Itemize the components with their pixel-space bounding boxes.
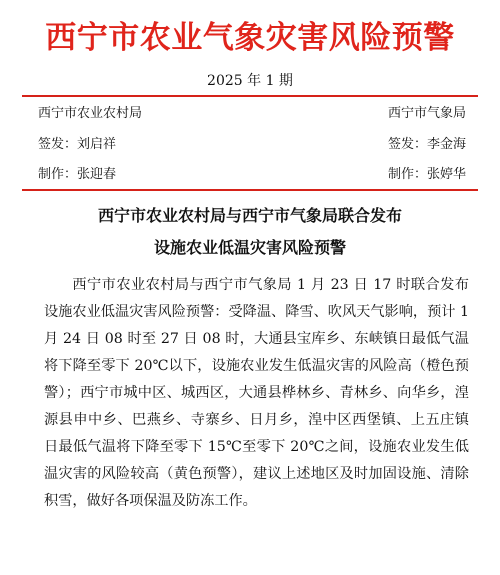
issue-number: 2025 年 1 期 <box>207 73 293 89</box>
signer-left: 签发：刘启祥 <box>38 137 117 152</box>
header-divider-bottom <box>22 189 478 191</box>
header-divider-top <box>22 95 478 97</box>
editors-row <box>38 163 466 183</box>
article-headline-line1: 西宁市农业农村局与西宁市气象局联合发布 <box>97 206 402 225</box>
article-headline-line2: 设施农业低温灾害风险预警 <box>153 238 346 257</box>
article-body: 西宁市农业农村局与西宁市气象局 1 月 23 日 17 时联合发布设施农业低温灾害风险预警：受降温、降雪、吹风天气影响，预计 1 月 24 日 08 时至 27 日 08 时，大通县宝库乡、东峡镇日最低气温将下降至零下 20℃以下，设施农业发生低温灾害的风险高（橙色预警）；西宁市城中区、城西区，大通县桦林乡、青林乡、向华乡，湟源县申中乡、巴燕乡、寺寨乡、日月乡，湟中区西堡镇、上五庄镇日最低气温将下降至零下 15℃至零下 20℃之间，设施农业发生低温灾害的风险较高（黄色预警），建议上述地区及时加固设施、清除积雪，做好各项保温及防冻工作。 <box>44 277 469 509</box>
signer-right: 签发：李金海 <box>387 137 466 152</box>
org-agriculture-bureau: 西宁市农业农村局 <box>38 106 143 121</box>
signers-row <box>38 133 466 153</box>
bulletin-title: 西宁市农业气象灾害风险预警 <box>45 20 455 56</box>
editor-left: 制作：张迎春 <box>38 167 117 182</box>
organizations-row <box>38 102 466 122</box>
editor-right: 制作：张婷华 <box>387 167 466 182</box>
org-meteorological-bureau: 西宁市气象局 <box>387 106 466 121</box>
